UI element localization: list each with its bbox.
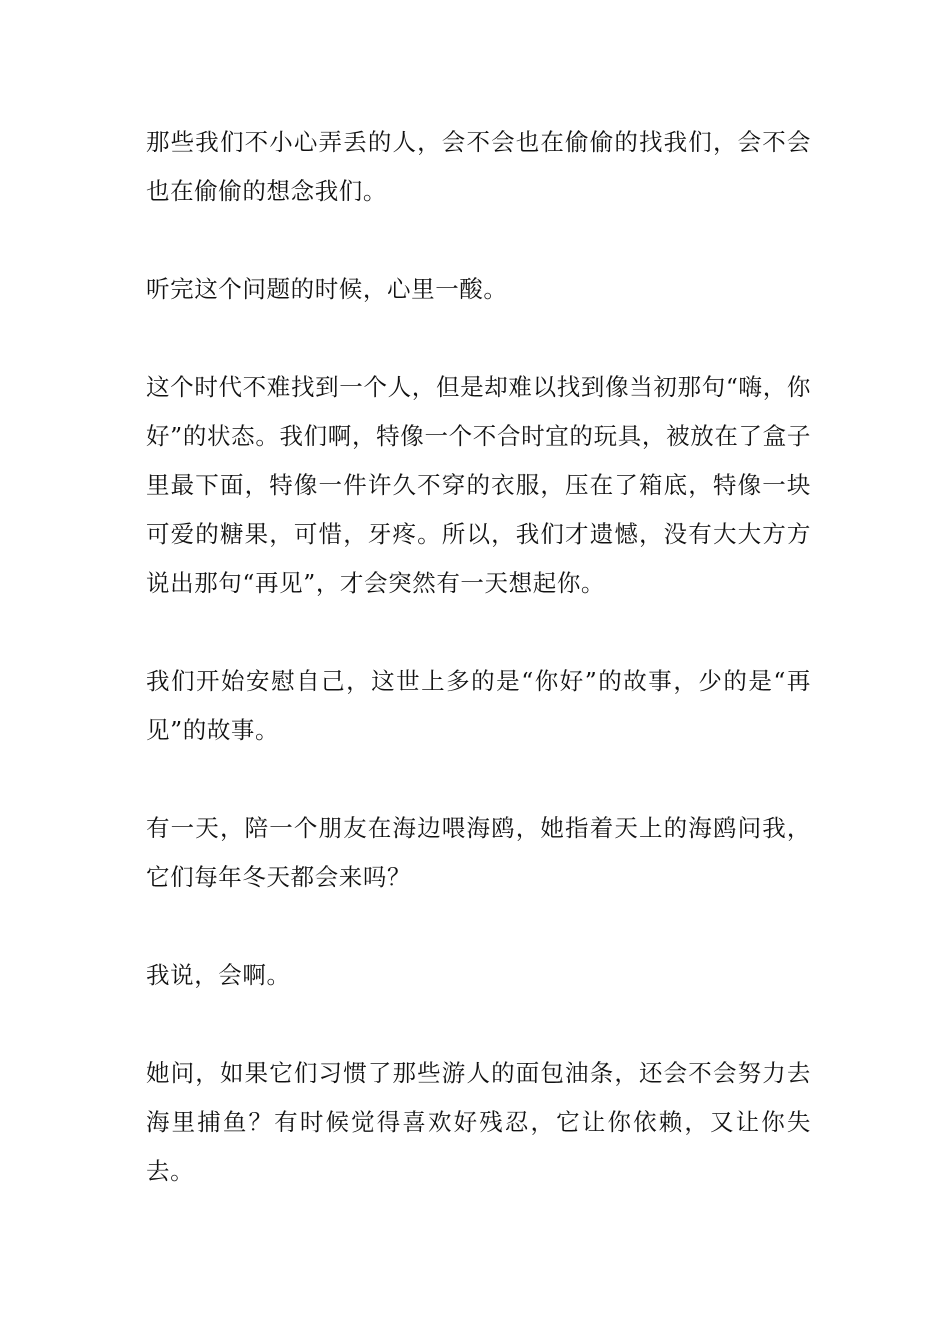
paragraph: 那些我们不小心弄丢的人，会不会也在偷偷的找我们，会不会也在偷偷的想念我们。 [146, 128, 811, 205]
paragraph: 这个时代不难找到一个人，但是却难以找到像当初那句“嗨，你好”的状态。我们啊，特像一个不合时宜的玩具，被放在了盒子里最下面，特像一件许久不穿的衣服，压在了箱底，特像一块可爱的糖果，可惜，牙疼。所以，我们才遗憾，没有大大方方说出那句“再见”，才会突然有一天想起你。 [146, 373, 811, 597]
paragraph: 她问，如果它们习惯了那些游人的面包油条，还会不会努力去海里捕鱼？有时候觉得喜欢好残忍，它让你依赖，又让你失去。 [146, 1059, 811, 1185]
paragraph: 我们开始安慰自己，这世上多的是“你好”的故事，少的是“再见”的故事。 [146, 667, 811, 744]
paragraph: 有一天，陪一个朋友在海边喂海鸥，她指着天上的海鸥问我，它们每年冬天都会来吗？ [146, 814, 811, 891]
paragraph: 我说，会啊。 [146, 961, 291, 989]
paragraph: 听完这个问题的时候，心里一酸。 [146, 275, 508, 303]
document-body [146, 118, 811, 1245]
